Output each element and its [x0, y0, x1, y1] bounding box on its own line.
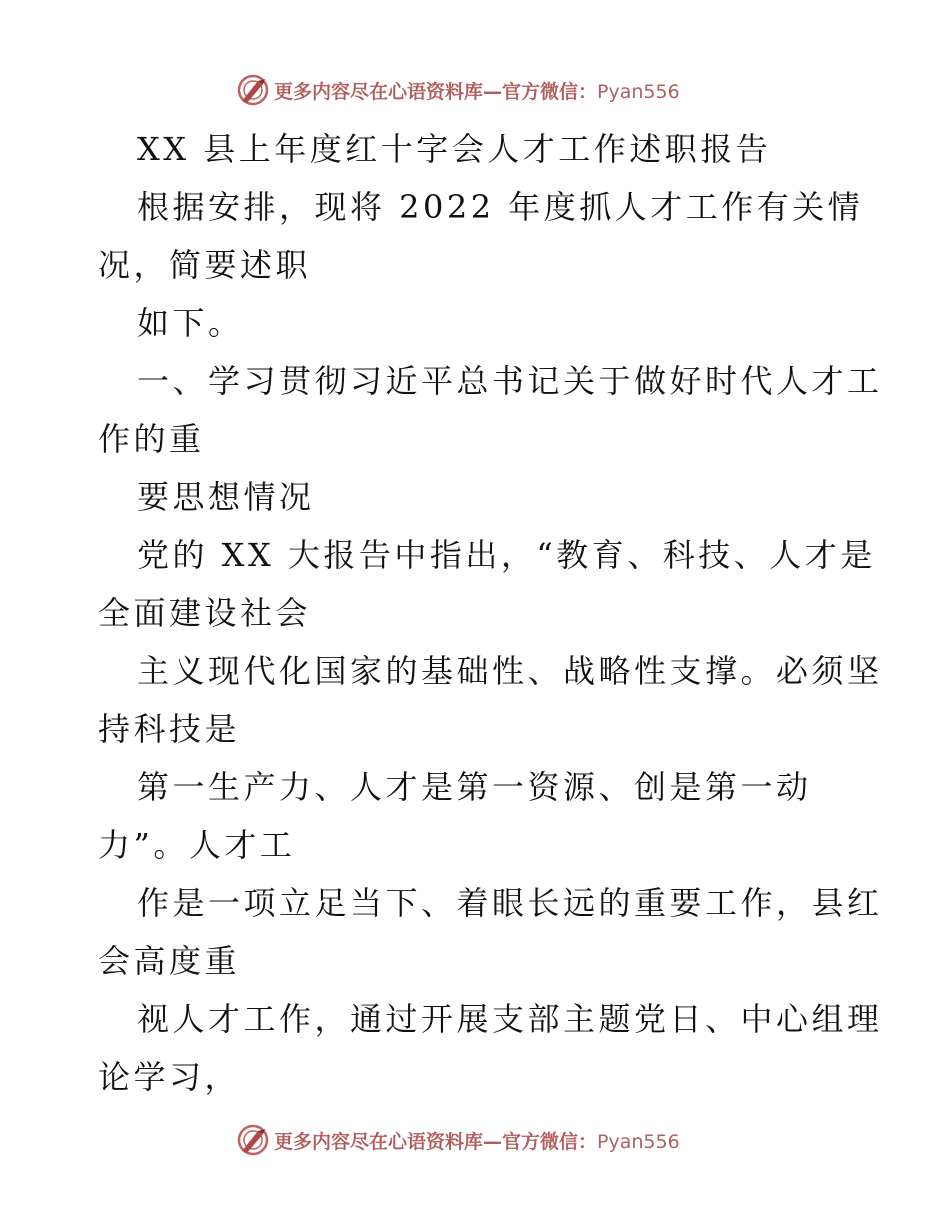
- section-heading: 作的重: [98, 420, 205, 458]
- paragraph-line: 持科技是: [98, 710, 241, 748]
- section-heading: 要思想情况: [137, 478, 315, 516]
- paragraph-line: 党的 XX 大报告中指出，“教育、科技、人才是: [137, 536, 876, 574]
- paragraph-line: 力”。人才工: [98, 826, 296, 864]
- paragraph-line: 根据安排，现将 2022 年度抓人才工作有关情: [137, 188, 864, 226]
- document-title: XX 县上年度红十字会人才工作述职报告: [137, 130, 772, 168]
- watermark-text: 更多内容尽在心语资料库—官方微信：Pyan556: [274, 80, 680, 103]
- paragraph-line: 作是一项立足当下、着眼长远的重要工作，县红: [137, 884, 883, 922]
- paragraph-line: 如下。: [137, 304, 244, 342]
- watermark-footer: [236, 1122, 680, 1158]
- paragraph-line: 视人才工作，通过开展支部主题党日、中心组理: [137, 1000, 883, 1038]
- watermark-text: 更多内容尽在心语资料库—官方微信：Pyan556: [274, 1130, 680, 1153]
- paragraph-line: 第一生产力、人才是第一资源、创是第一动: [137, 768, 812, 806]
- paragraph-line: 论学习，: [98, 1058, 241, 1096]
- paragraph-line: 会高度重: [98, 942, 241, 980]
- section-heading: 一、学习贯彻习近平总书记关于做好时代人才工: [137, 362, 883, 400]
- paragraph-line: 全面建设社会: [98, 594, 312, 632]
- paragraph-line: 主义现代化国家的基础性、战略性支撑。必须坚: [137, 652, 883, 690]
- paragraph-line: 况，简要述职: [98, 246, 312, 284]
- pen-seal-icon: [236, 1123, 270, 1157]
